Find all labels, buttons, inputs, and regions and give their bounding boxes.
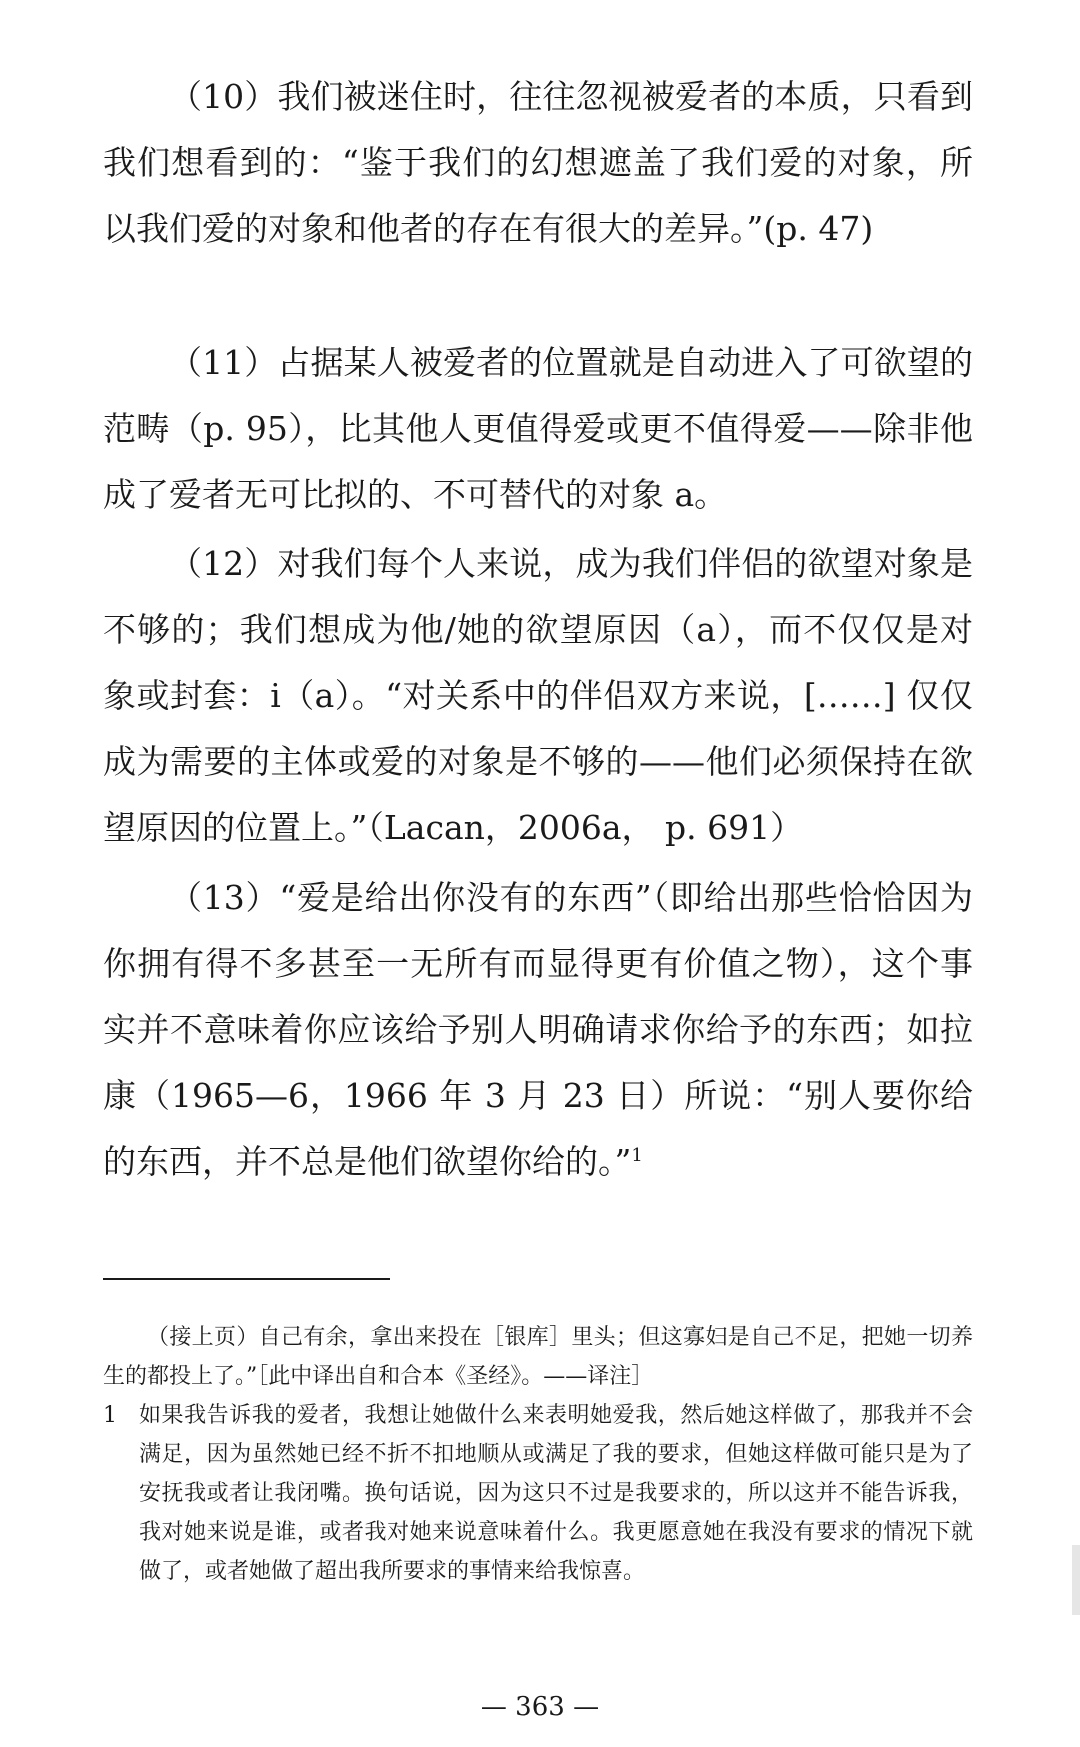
page-number: — 363 — [480, 1692, 600, 1722]
paragraph-12: （12）对我们每个人来说，成为我们伴侣的欲望对象是不够的；我们想成为他/她的欲望原因（a），而不仅仅是对象或封套：i（a）。“对关系中的伴侣双方来说，[……] 仅仅成为需要的主体或爱的对象是不够的——他们必须保持在欲望原因的位置上。”（Lacan，2006a， p. 691） [103, 544, 973, 847]
footnote-1-text: 如果我告诉我的爱者，我想让她做什么来表明她爱我，然后她这样做了，那我并不会满足，因为虽然她已经不折不扣地顺从或满足了我的要求，但她这样做可能只是为了安抚我或者让我闭嘴。换句话说，因为这只不过是我要求的，所以这并不能告诉我，我对她来说是谁，或者我对她来说意味着什么。我更愿意她在我没有要求的情况下就做了，或者她做了超出我所要求的事情来给我惊喜。 [139, 1403, 973, 1584]
footnote-separator [103, 1278, 390, 1280]
scan-edge-shadow [1072, 1545, 1080, 1615]
footnote-1-number: 1 [103, 1403, 117, 1428]
paragraph-11: （11）占据某人被爱者的位置就是自动进入了可欲望的范畴（p. 95），比其他人更值得爱或更不值得爱——除非他成了爱者无可比拟的、不可替代的对象 a。 [103, 343, 973, 514]
footnote-continued: （接上页）自己有余，拿出来投在［银库］里头；但这寡妇是自己不足，把她一切养生的都投上了。”［此中译出自和合本《圣经》。——译注］ [103, 1325, 973, 1389]
footnote-reference-1: 1 [631, 1145, 643, 1166]
paragraph-13-text: （13）“爱是给出你没有的东西”（即给出那些恰恰因为你拥有得不多甚至一无所有而显得更有价值之物），这个事实并不意味着你应该给予别人明确请求你给予的东西；如拉康（1965—6，1966 年 3 月 23 日）所说：“别人要你给的东西，并不总是他们欲望你给的。” [103, 878, 973, 1181]
paragraph-10: （10）我们被迷住时，往往忽视被爱者的本质，只看到我们想看到的：“鉴于我们的幻想遮盖了我们爱的对象，所以我们爱的对象和他者的存在有很大的差异。”(p. 47) [103, 77, 973, 248]
paragraph-13 [103, 865, 973, 1195]
footnote-1 [103, 1396, 973, 1591]
